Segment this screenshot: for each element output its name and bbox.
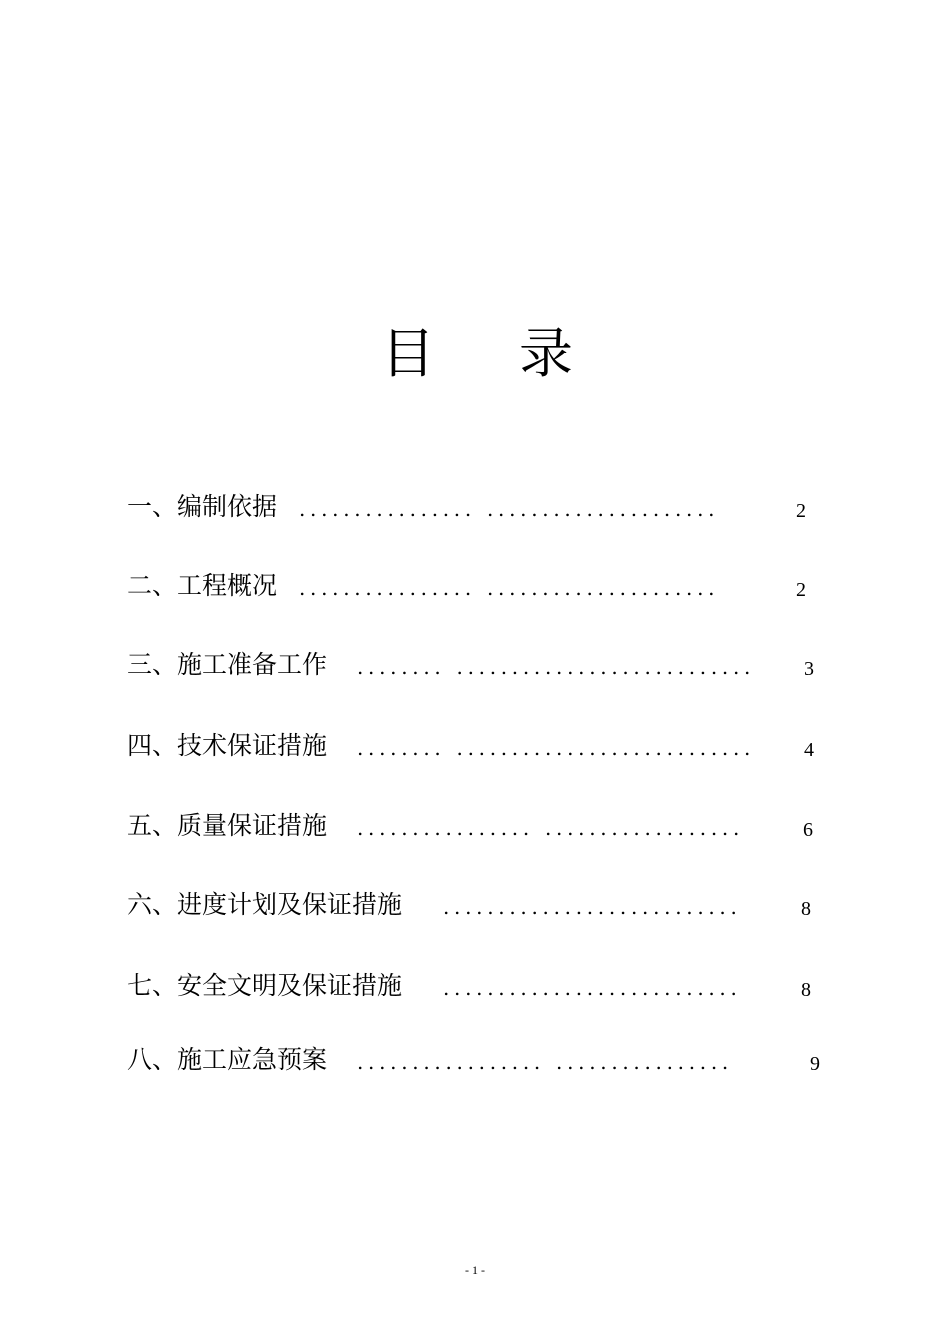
toc-leader-dots: ........................... — [443, 976, 742, 1000]
toc-entry-label: 技术保证措施 — [177, 731, 328, 760]
toc-entry-3[interactable] — [127, 645, 814, 685]
toc-entry-number: 六、 — [127, 890, 178, 919]
toc-entry-8[interactable] — [127, 1040, 820, 1080]
toc-entry-5[interactable] — [127, 806, 813, 846]
toc-leader-dots: ........................... — [443, 895, 742, 919]
toc-page-number: 3 — [804, 658, 814, 680]
toc-entry-1[interactable] — [127, 487, 806, 527]
toc-entry-label: 质量保证措施 — [177, 811, 328, 840]
toc-page-number: 4 — [804, 739, 814, 761]
toc-page-number: 6 — [803, 819, 813, 841]
toc-page-number: 8 — [801, 898, 811, 920]
toc-title-char-1: 目 — [381, 322, 435, 385]
toc-entry-7[interactable] — [127, 966, 811, 1006]
toc-entry-number: 一、 — [127, 492, 178, 521]
toc-entry-label: 进度计划及保证措施 — [177, 890, 403, 919]
toc-entry-number: 八、 — [127, 1045, 178, 1074]
toc-page-number: 2 — [796, 579, 806, 601]
toc-leader-dots: ................ ..................... — [299, 576, 720, 600]
toc-leader-dots: ........ ........................... — [357, 736, 756, 760]
toc-title-char-2: 录 — [519, 322, 573, 385]
toc-page-number: 8 — [801, 979, 811, 1001]
toc-leader-dots: ................. ................ — [357, 1050, 733, 1074]
toc-page-number: 2 — [796, 500, 806, 522]
toc-entry-label: 安全文明及保证措施 — [177, 971, 403, 1000]
page-footer-number: - 1 - — [465, 1263, 485, 1277]
toc-leader-dots: ................ ..................... — [299, 497, 720, 521]
toc-leader-dots: ................ .................. — [357, 816, 745, 840]
toc-entry-label: 工程概况 — [177, 571, 278, 600]
toc-leader-dots: ........ ........................... — [357, 655, 756, 679]
toc-entry-number: 五、 — [127, 811, 178, 840]
toc-entry-number: 四、 — [127, 731, 178, 760]
toc-entry-label: 编制依据 — [177, 492, 278, 521]
toc-entry-2[interactable] — [127, 566, 806, 606]
toc-entry-6[interactable] — [127, 885, 811, 925]
toc-entry-label: 施工准备工作 — [177, 650, 328, 679]
toc-entry-label: 施工应急预案 — [177, 1045, 328, 1074]
toc-entry-4[interactable] — [127, 726, 814, 766]
toc-entry-number: 七、 — [127, 971, 178, 1000]
toc-entry-number: 二、 — [127, 571, 178, 600]
toc-page-number: 9 — [810, 1053, 820, 1075]
toc-entry-number: 三、 — [127, 650, 178, 679]
